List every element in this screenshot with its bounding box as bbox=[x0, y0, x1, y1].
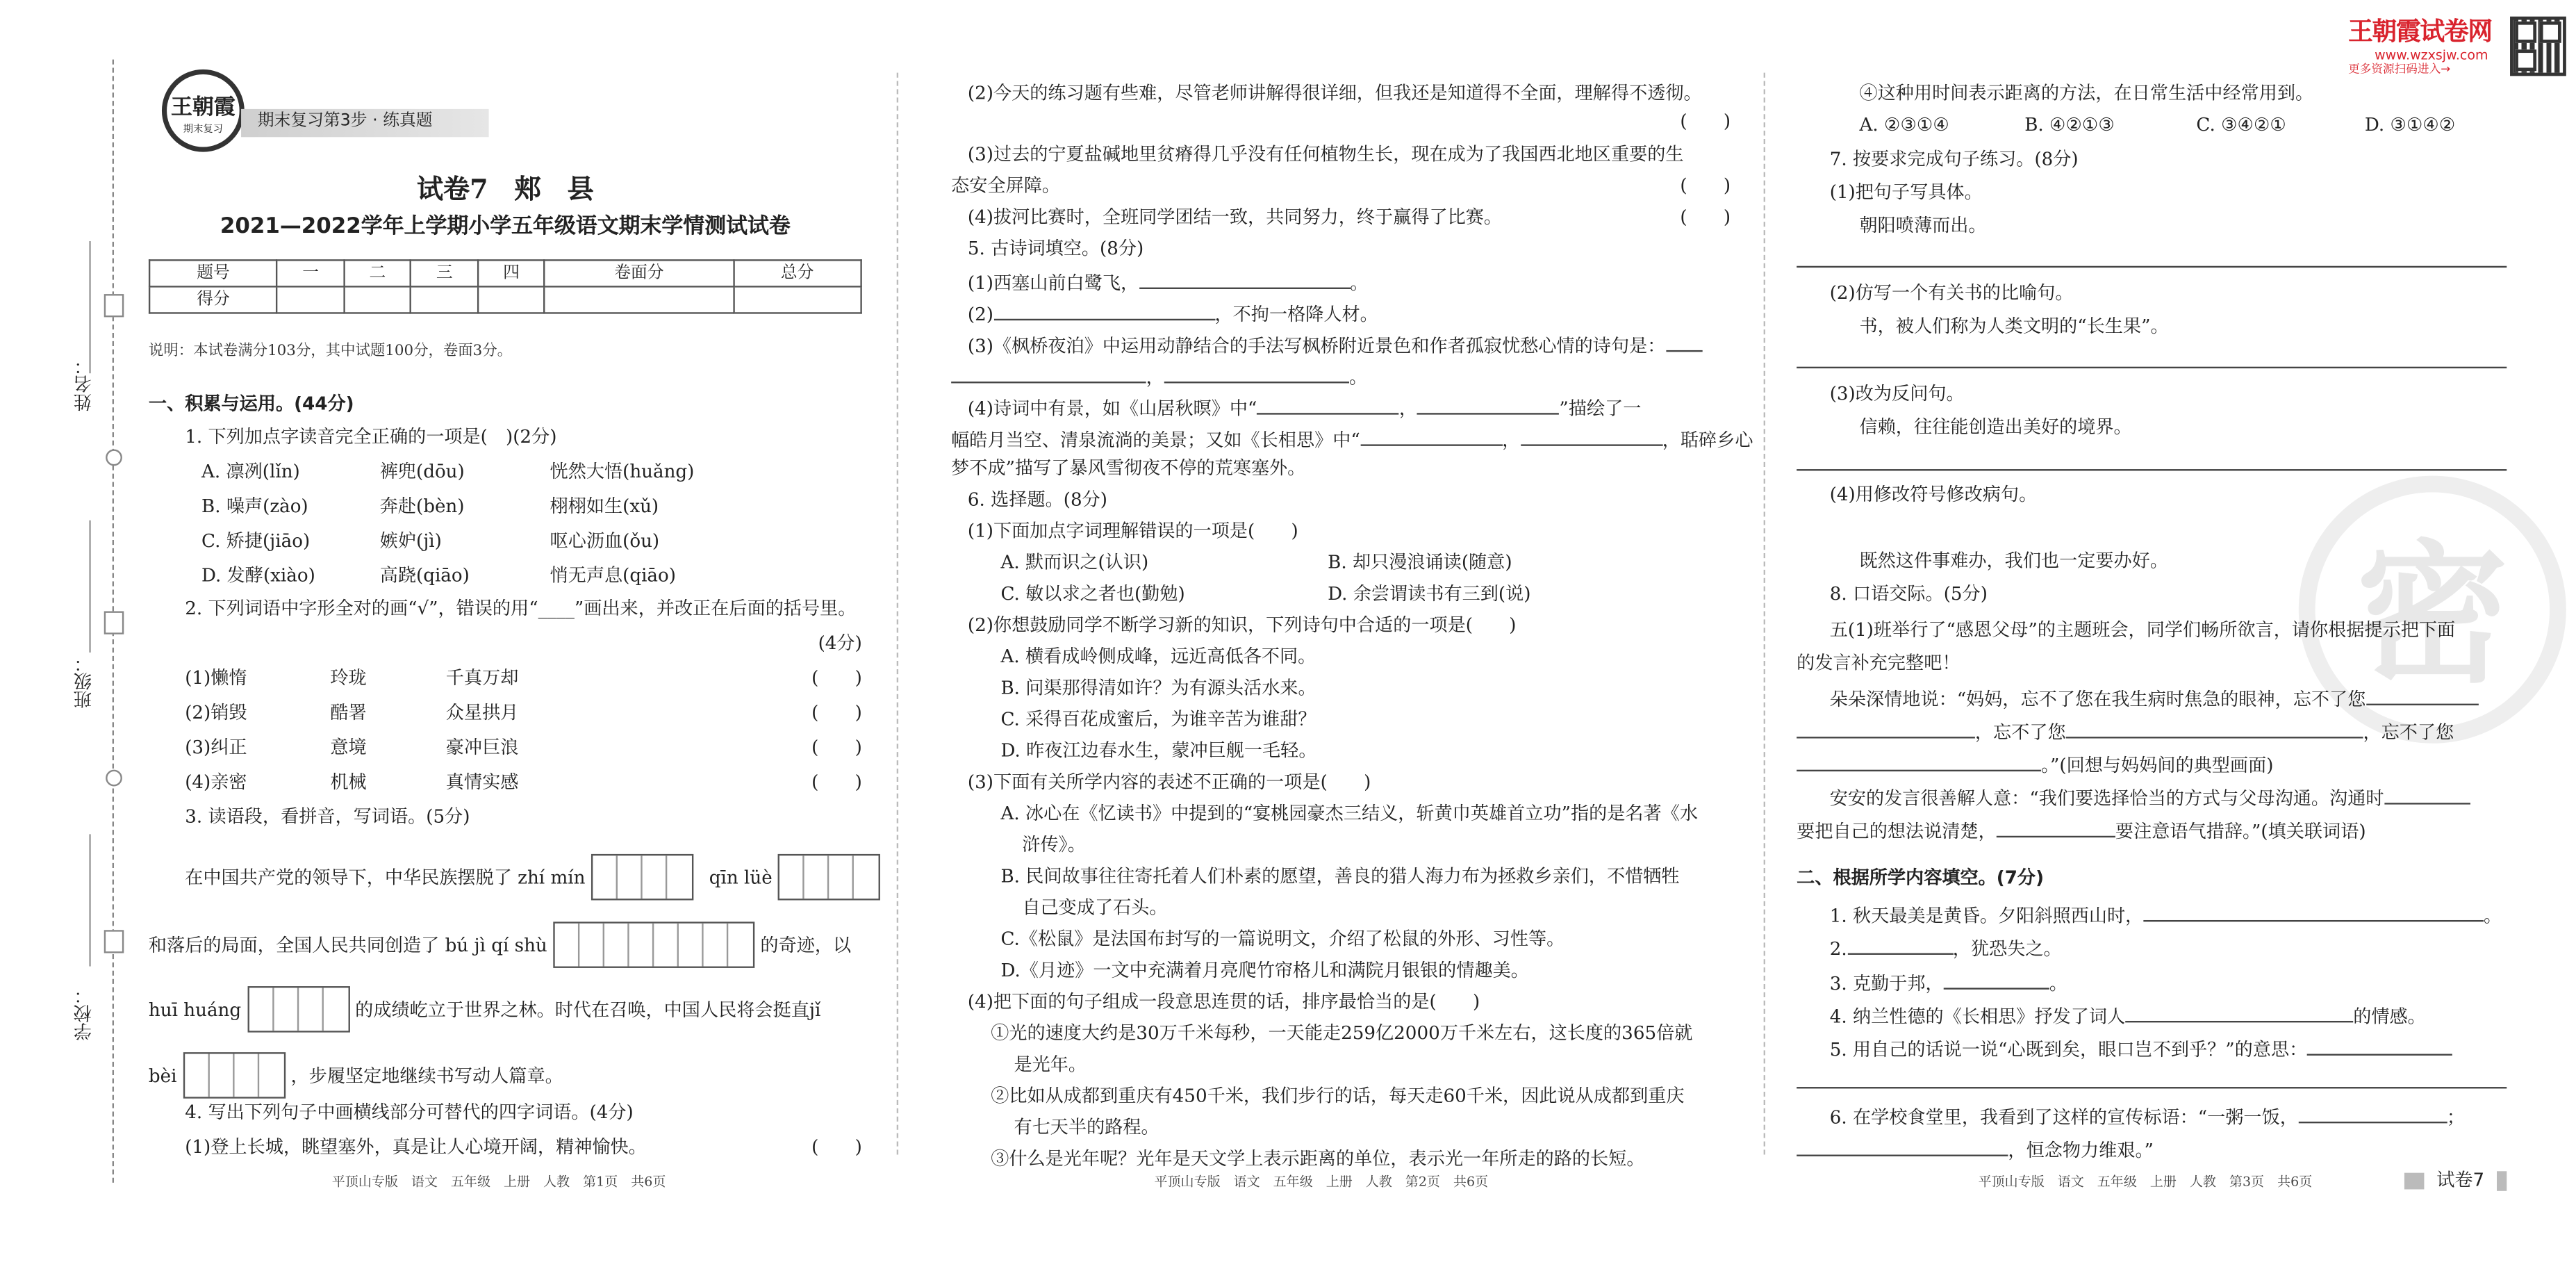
score-cell: 题号 bbox=[149, 260, 277, 286]
answer-paren[interactable]: ( ) bbox=[1680, 206, 1731, 229]
q3-line-1 bbox=[185, 854, 862, 901]
answer-blank[interactable] bbox=[2366, 685, 2478, 705]
punch-hole-icon bbox=[106, 770, 122, 787]
q6-3-option-cont: 浒传》。 bbox=[1022, 834, 1086, 856]
name-blank-line bbox=[89, 241, 92, 373]
brand-url: www.wzxsjw.com bbox=[2375, 47, 2488, 63]
q2-word: 千真万却 bbox=[445, 667, 519, 689]
answer-blank[interactable] bbox=[2066, 719, 2363, 739]
q5-text: ，不拘一格降人材。 bbox=[1214, 304, 1378, 326]
q2-word: (2)销毁 bbox=[185, 702, 247, 724]
q6-4-option: A. ②③①④ bbox=[1859, 114, 1949, 136]
s2-item-6-cont bbox=[1797, 1136, 2507, 1161]
answer-paren[interactable]: ( ) bbox=[811, 771, 862, 793]
q7-item-3: (3)改为反问句。 bbox=[1829, 383, 1965, 405]
q3-text: 的奇迹，以 bbox=[760, 935, 852, 957]
q8-text: 。”(回想与妈妈间的典型画面) bbox=[2040, 755, 2274, 777]
question-6: 6. 选择题。(8分) bbox=[967, 489, 1107, 511]
answer-line[interactable] bbox=[1797, 367, 2507, 368]
q5-item-4: (4)诗词中有景，如《山居秋暝》中“ ， ”描绘了一 bbox=[968, 395, 1731, 420]
answer-blank[interactable] bbox=[1847, 935, 1953, 955]
q1-word: 嫉妒(jì) bbox=[379, 530, 442, 552]
q3-text: 和落后的局面，全国人民共同创造了 bú jì qí shù bbox=[148, 935, 547, 957]
q5-item-4-end: 梦不成”描写了暴风雪彻夜不停的荒寒塞外。 bbox=[951, 457, 1306, 480]
seal-box-icon bbox=[104, 611, 124, 634]
s2-item-1 bbox=[1830, 902, 2507, 927]
answer-blank[interactable] bbox=[1797, 719, 1975, 739]
q5-text: (3)《枫桥夜泊》中运用动静结合的手法写枫桥附近景色和作者孤寂忧愁心情的诗句是： bbox=[967, 335, 1666, 357]
s2-item-5 bbox=[1830, 1035, 2507, 1060]
footer-tag-bar bbox=[2404, 1173, 2425, 1190]
q6-4-option: D. ③①④② bbox=[2364, 114, 2456, 136]
step-banner bbox=[241, 109, 489, 137]
score-cell: 一 bbox=[277, 260, 344, 286]
score-cell: 四 bbox=[478, 260, 545, 286]
step-banner-text: 期末复习第3步 · 练真题 bbox=[257, 112, 433, 131]
answer-blank[interactable] bbox=[1164, 363, 1349, 384]
s2-item-2 bbox=[1830, 935, 2507, 960]
answer-blank[interactable] bbox=[1257, 395, 1398, 415]
answer-blank[interactable] bbox=[1797, 752, 2041, 772]
q5-item-3 bbox=[968, 332, 1731, 357]
q6-2-option: C. 采得百花成蜜后，为谁辛苦为谁甜？ bbox=[1000, 708, 1316, 730]
q5-text: (2) bbox=[967, 304, 993, 326]
q5-item-2 bbox=[968, 301, 1731, 326]
score-table bbox=[149, 259, 862, 313]
q8-text: 朵朵深情地说：“妈妈，忘不了您在我生病时焦急的眼神，忘不了您 bbox=[1829, 689, 2366, 711]
q8-para-2 bbox=[1830, 685, 2507, 710]
column-1 bbox=[149, 0, 862, 1262]
score-cell: 总分 bbox=[734, 260, 861, 286]
q6-4-option: C. ③④②① bbox=[2196, 114, 2286, 136]
answer-paren[interactable]: ( ) bbox=[1680, 174, 1731, 197]
punch-hole-icon bbox=[106, 450, 122, 466]
q8-text: ，忘不了您 bbox=[1974, 721, 2066, 744]
q2-word: 豪冲巨浪 bbox=[445, 737, 519, 759]
q8-para-2-cont bbox=[1797, 719, 2507, 744]
q7-item-4: (4)用修改符号修改病句。 bbox=[1829, 484, 2038, 506]
school-blank-line bbox=[89, 834, 92, 966]
q7-sentence-1: 朝阳喷薄而出。 bbox=[1859, 215, 1987, 236]
column-3 bbox=[1797, 0, 2507, 1262]
q8-text: 要把自己的想法说清楚， bbox=[1797, 821, 1997, 843]
answer-line[interactable] bbox=[1797, 266, 2507, 268]
score-input[interactable] bbox=[734, 286, 861, 313]
q2-word: 机械 bbox=[330, 771, 367, 793]
s2-text: 5. 用自己的话说一说“心既到矣，眼口岂不到乎？”的意思： bbox=[1829, 1039, 2308, 1061]
q7-item-2: (2)仿写一个有关书的比喻句。 bbox=[1829, 282, 2074, 304]
s2-item-3 bbox=[1830, 969, 2507, 994]
q6-3-option: A. 冰心在《忆读书》中提到的“宴桃园豪杰三结义，斩黄巾英雄首立功”指的是名著《水 bbox=[1000, 803, 1699, 825]
answer-paren[interactable]: ( ) bbox=[811, 702, 862, 724]
q6-4-sentence-cont: 有七天半的路程。 bbox=[1014, 1116, 1159, 1138]
q8-text: 要注意语气措辞。”(填关联词语) bbox=[2115, 821, 2366, 843]
column-2 bbox=[951, 0, 1753, 1262]
q1-word: 呕心沥血(ǒu) bbox=[550, 530, 660, 552]
q8-para-1-cont: 的发言补充完整吧！ bbox=[1797, 652, 1960, 674]
answer-blank[interactable] bbox=[1797, 1136, 2008, 1156]
s2-text: 6. 在学校食堂里，我看到了这样的宣传标语：“一粥一饭， bbox=[1829, 1106, 2298, 1129]
score-cell: 二 bbox=[344, 260, 411, 286]
answer-blank[interactable] bbox=[2143, 902, 2484, 922]
brand-tagline: 更多资源扫码进入→ bbox=[2348, 63, 2451, 76]
footer-tag-bar bbox=[2497, 1171, 2507, 1191]
q3-text: ，步履坚定地继续书写动人篇章。 bbox=[290, 1065, 563, 1088]
q7-sentence-3: 信赖，往往能创造出美好的境界。 bbox=[1859, 416, 2132, 438]
q3-line-2 bbox=[149, 921, 862, 968]
q6-item-4: (4)把下面的句子组成一段意思连贯的话，排序最恰当的是( ) bbox=[967, 991, 1480, 1013]
q5-text: ”描绘了一 bbox=[1559, 398, 1642, 420]
q6-4-sentence-cont: 是光年。 bbox=[1014, 1054, 1087, 1076]
q1-word: 奔赴(bèn) bbox=[379, 495, 465, 518]
answer-paren[interactable]: ( ) bbox=[1680, 110, 1731, 133]
q4-item-1: (1)登上长城，眺望塞外，真是让人心境开阔，精神愉快。 bbox=[185, 1136, 647, 1158]
question-3: 3. 读语段，看拼音，写词语。(5分) bbox=[185, 805, 470, 828]
q7-item-1: (1)把句子写具体。 bbox=[1829, 181, 1983, 204]
page-footer-2: 平顶山专版 语文 五年级 上册 人教 第2页 共6页 bbox=[1154, 1174, 1489, 1190]
q6-item-1: (1)下面加点字词理解错误的一项是( ) bbox=[967, 520, 1298, 542]
footer-tag bbox=[2404, 1170, 2507, 1193]
s2-text: 3. 克勤于邦， bbox=[1829, 973, 1944, 994]
answer-blank[interactable] bbox=[951, 363, 1146, 384]
q2-word: 酷署 bbox=[330, 702, 367, 724]
q4-item-2: (2)今天的练习题有些难，尽管老师讲解得很详细，但我还是知道得不全面，理解得不透彻。 bbox=[967, 82, 1702, 104]
s2-text: 2. bbox=[1829, 938, 1847, 960]
q6-3-option: C.《松鼠》是法国布封写的一篇说明文，介绍了松鼠的外形、习性等。 bbox=[1000, 928, 1565, 950]
q4-item-3: (3)过去的宁夏盐碱地里贫瘠得几乎没有任何植物生长，现在成为了我国西北地区重要的生 bbox=[967, 143, 1684, 165]
q6-4-sentence: ②比如从成都到重庆有450千米，我们步行的话，每天走60千米，因此说从成都到重庆 bbox=[991, 1085, 1685, 1107]
writing-grid[interactable] bbox=[591, 854, 693, 901]
answer-blank[interactable] bbox=[1520, 426, 1662, 446]
q6-2-option: D. 昨夜江边春水生，蒙冲巨舰一毛轻。 bbox=[1000, 739, 1317, 762]
score-cell: 得分 bbox=[149, 286, 277, 313]
page-footer-1: 平顶山专版 语文 五年级 上册 人教 第1页 共6页 bbox=[331, 1174, 666, 1190]
column-divider bbox=[897, 73, 898, 1155]
exam-note: 说明：本试卷满分103分，其中试题100分，卷面3分。 bbox=[148, 343, 513, 361]
q1-word: 栩栩如生(xǔ) bbox=[550, 495, 659, 518]
q1-word: 裤兜(dōu) bbox=[379, 461, 465, 483]
q3-text: qīn lüè bbox=[709, 867, 773, 889]
q5-text: 幅皓月当空、清泉流淌的美景；又如《长相思》中“ bbox=[951, 429, 1360, 451]
answer-blank[interactable] bbox=[1139, 269, 1350, 289]
s2-item-6 bbox=[1830, 1104, 2507, 1129]
score-cell: 三 bbox=[411, 260, 478, 286]
q5-text: (4)诗词中有景，如《山居秋暝》中“ bbox=[967, 398, 1257, 420]
question-7: 7. 按要求完成句子练习。(8分) bbox=[1829, 148, 2079, 170]
s2-item-4 bbox=[1830, 1003, 2507, 1028]
answer-paren[interactable]: ( ) bbox=[811, 737, 862, 759]
s2-punct: 。 bbox=[2049, 973, 2068, 994]
q2-word: 玲珑 bbox=[330, 667, 367, 689]
section-2-heading: 二、根据所学内容填空。(7分) bbox=[1797, 867, 2045, 889]
q5-item-3-cont: ， 。 bbox=[951, 363, 1731, 388]
q6-4-sentence: ③什么是光年呢？光年是天文学上表示距离的单位，表示光一年所走的路的长短。 bbox=[991, 1148, 1645, 1170]
q2-word: (4)亲密 bbox=[185, 771, 247, 793]
answer-blank[interactable] bbox=[1417, 395, 1559, 415]
q4-item-4: (4)拔河比赛时，全班同学团结一致，共同努力，终于赢得了比赛。 bbox=[967, 206, 1503, 229]
name-label: 姓名： bbox=[72, 357, 94, 411]
class-label: 班级： bbox=[72, 654, 94, 709]
q6-3-option: B. 民间故事往往寄托着人们朴素的愿望，善良的猎人海力布为拯救乡亲们，不惜牺牲 bbox=[1000, 865, 1680, 887]
school-label: 学校： bbox=[72, 986, 94, 1041]
s2-text: 4. 纳兰性德的《长相思》抒发了词人 bbox=[1829, 1006, 2126, 1028]
q6-1-option: D. 余尝谓读书有三到(说) bbox=[1328, 583, 1531, 605]
q3-text: bèi bbox=[148, 1065, 177, 1088]
score-input[interactable] bbox=[478, 286, 545, 313]
answer-paren[interactable]: ( ) bbox=[811, 1136, 862, 1158]
q6-2-option: B. 问渠那得清如许？为有源头活水来。 bbox=[1000, 677, 1316, 699]
question-2: 2. 下列词语中字形全对的画“√”，错误的用“____”画出来，并改正在后面的括号里。 bbox=[185, 598, 857, 620]
seal-box-icon bbox=[104, 930, 124, 953]
q5-text: (1)西塞山前白鹭飞， bbox=[967, 272, 1139, 295]
writing-grid[interactable] bbox=[247, 986, 349, 1033]
answer-line[interactable] bbox=[1797, 1087, 2507, 1088]
writing-grid[interactable] bbox=[183, 1052, 285, 1099]
q2-word: (1)懒惰 bbox=[185, 667, 247, 689]
q8-text: 安安的发言很善解人意：“我们要选择恰当的方式与父母沟通。沟通时 bbox=[1829, 787, 2384, 810]
score-table-row bbox=[149, 286, 861, 313]
s2-text: ，犹恐失之。 bbox=[1952, 938, 2062, 960]
class-blank-line bbox=[89, 521, 92, 653]
question-5: 5. 古诗词填空。(8分) bbox=[967, 238, 1144, 260]
q5-punct: 。 bbox=[1349, 366, 1368, 388]
q1-option-a: A. 凛冽(lǐn) bbox=[201, 461, 300, 483]
brand-name: 王朝霞试卷网 bbox=[2348, 16, 2492, 47]
logo-text: 王朝霞 bbox=[170, 95, 236, 121]
q7-sentence-2: 书，被人们称为人类文明的“长生果”。 bbox=[1859, 316, 2169, 337]
exam-subtitle: 2021—2022学年上学期小学五年级语文期末学情测试试卷 bbox=[220, 215, 791, 240]
q1-option-c: C. 矫捷(jiāo) bbox=[201, 530, 311, 552]
q2-word: (3)纠正 bbox=[185, 737, 247, 759]
q6-1-option: A. 默而识之(认识) bbox=[1000, 551, 1149, 573]
score-input[interactable] bbox=[545, 286, 733, 313]
score-cell: 卷面分 bbox=[545, 260, 733, 286]
answer-blank[interactable] bbox=[993, 301, 1215, 321]
s2-punct: ； bbox=[2446, 1106, 2465, 1129]
q3-text: huī huáng bbox=[148, 999, 242, 1021]
q2-score: (4分) bbox=[818, 632, 862, 655]
exam-title: 试卷7 郏 县 bbox=[417, 173, 594, 205]
q6-1-option: B. 却只漫浪诵读(随意) bbox=[1328, 551, 1512, 573]
question-8: 8. 口语交际。(5分) bbox=[1829, 583, 1988, 605]
q1-word: 恍然大悟(huǎng) bbox=[550, 461, 695, 483]
q3-text: 在中国共产党的领导下，中华民族摆脱了 zhí mín bbox=[185, 867, 586, 889]
score-table-header bbox=[149, 260, 861, 286]
page-footer-3: 平顶山专版 语文 五年级 上册 人教 第3页 共6页 bbox=[1978, 1174, 2313, 1190]
q6-4-sentence: ④这种用时间表示距离的方法，在日常生活中经常用到。 bbox=[1859, 82, 2314, 104]
logo-badge bbox=[162, 69, 245, 152]
question-1: 1. 下列加点字读音完全正确的一项是( )(2分) bbox=[185, 426, 557, 448]
watermark-text: 密 bbox=[2356, 527, 2509, 704]
q7-sentence-4[interactable]: 既然这件事难办，我们也一定要办好。 bbox=[1859, 550, 2169, 572]
q2-word: 意境 bbox=[330, 737, 367, 759]
q1-word: 悄无声息(qiāo) bbox=[550, 564, 676, 587]
q4-item-3-cont: 态安全屏障。 bbox=[951, 174, 1061, 197]
s2-punct: 。 bbox=[2484, 905, 2502, 927]
q1-option-b: B. 噪声(zào) bbox=[201, 495, 308, 518]
q6-4-sentence: ①光的速度大约是30万千米每秒，一天能走259亿2000万千米左右，这长度的365倍就 bbox=[991, 1022, 1693, 1044]
answer-blank[interactable] bbox=[1665, 332, 1701, 352]
s2-text: ，恒念物力维艰。” bbox=[2008, 1140, 2154, 1162]
q6-item-2: (2)你想鼓励同学不断学习新的知识，下列诗句中合适的一项是( ) bbox=[967, 614, 1517, 637]
column-divider bbox=[1764, 73, 1765, 1155]
q2-word: 真情实感 bbox=[445, 771, 519, 793]
seal-box-icon bbox=[104, 294, 124, 317]
score-input[interactable] bbox=[277, 286, 344, 313]
q8-text: ，忘不了您 bbox=[2363, 721, 2454, 744]
q6-1-option: C. 敏以求之者也(勤勉) bbox=[1000, 583, 1185, 605]
q2-word: 众星拱月 bbox=[445, 702, 519, 724]
s2-text: 1. 秋天最美是黄昏。夕阳斜照西山时， bbox=[1829, 905, 2144, 927]
q8-para-1: 五(1)班举行了“感恩父母”的主题班会，同学们畅所欲言，请你根据提示把下面 bbox=[1829, 619, 2456, 641]
answer-blank[interactable] bbox=[1997, 818, 2115, 838]
q3-text: 的成绩屹立于世界之林。时代在召唤，中国人民将会挺直jǐ bbox=[355, 999, 821, 1021]
writing-grid[interactable] bbox=[553, 921, 754, 968]
q1-option-d: D. 发酵(xiào) bbox=[201, 564, 315, 587]
q8-para-2-end bbox=[1797, 752, 2507, 777]
s2-text: 的情感。 bbox=[2353, 1006, 2426, 1028]
answer-blank[interactable] bbox=[2384, 785, 2470, 805]
answer-blank[interactable] bbox=[2125, 1003, 2353, 1023]
logo-subtext: 期末复习 bbox=[183, 124, 223, 136]
q5-text: ，聒碎乡心 bbox=[1662, 429, 1753, 451]
writing-grid[interactable] bbox=[778, 854, 880, 901]
q6-item-3: (3)下面有关所学内容的表述不正确的一项是( ) bbox=[967, 771, 1371, 793]
q5-item-1 bbox=[968, 269, 1731, 294]
q6-3-option: D.《月迹》一文中充满着月亮爬竹帘格儿和满院月银银的情趣美。 bbox=[1000, 960, 1529, 981]
question-4: 4. 写出下列句子中画横线部分可替代的四字词语。(4分) bbox=[185, 1101, 634, 1124]
q5-punct: 。 bbox=[1350, 272, 1369, 295]
answer-blank[interactable] bbox=[1944, 969, 2049, 990]
q6-2-option: A. 横看成岭侧成峰，远近高低各不同。 bbox=[1000, 646, 1316, 668]
q6-4-option: B. ④②①③ bbox=[2024, 114, 2115, 136]
q3-line-4 bbox=[149, 1052, 862, 1099]
answer-blank[interactable] bbox=[2298, 1104, 2447, 1124]
answer-paren[interactable]: ( ) bbox=[811, 667, 862, 689]
q3-line-3 bbox=[149, 986, 862, 1033]
q8-para-3 bbox=[1830, 785, 2507, 810]
answer-line[interactable] bbox=[1797, 469, 2507, 470]
footer-tag-text: 试卷7 bbox=[2436, 1170, 2485, 1192]
score-input[interactable] bbox=[344, 286, 411, 313]
q5-item-4-cont: 幅皓月当空、清泉流淌的美景；又如《长相思》中“ ， ，聒碎乡心 bbox=[951, 426, 1731, 451]
answer-blank[interactable] bbox=[1360, 426, 1502, 446]
answer-blank[interactable] bbox=[2307, 1035, 2452, 1056]
score-input[interactable] bbox=[411, 286, 478, 313]
q1-word: 高跷(qiāo) bbox=[379, 564, 470, 587]
q8-para-3-cont bbox=[1797, 818, 2507, 843]
q6-3-option-cont: 自己变成了石头。 bbox=[1022, 896, 1168, 919]
section-1-heading: 一、积累与运用。(44分) bbox=[148, 393, 354, 415]
qr-code-icon bbox=[2510, 17, 2566, 76]
